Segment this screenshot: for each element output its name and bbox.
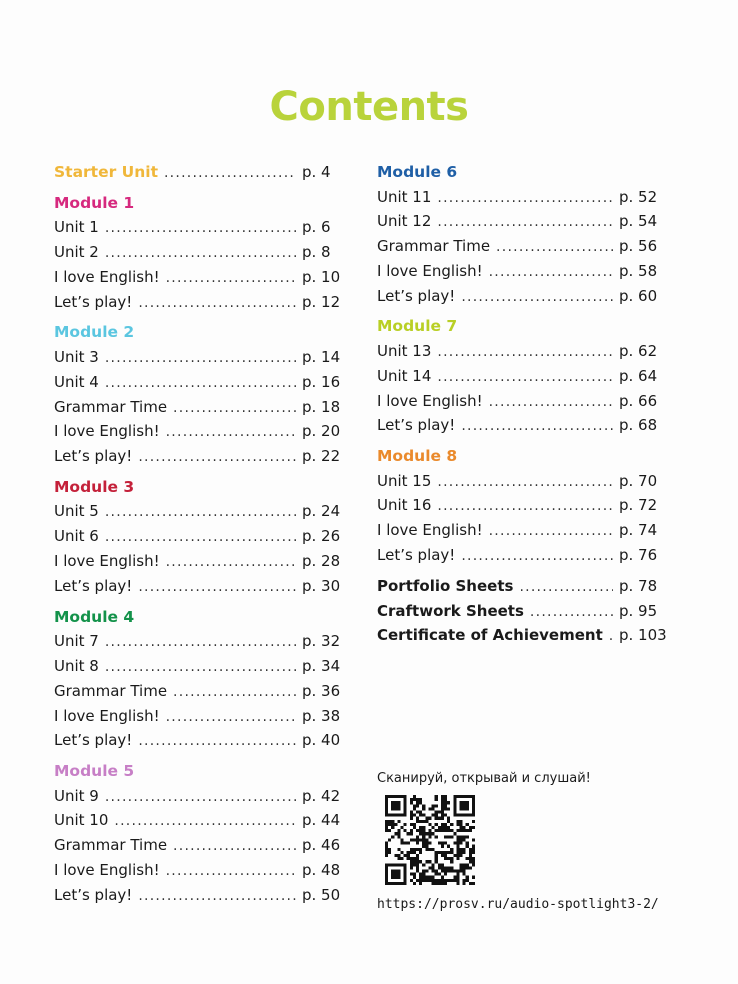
leader-dots xyxy=(138,575,296,600)
toc-entry-page: p. 16 xyxy=(302,372,341,391)
toc-entry-label: Unit 11 xyxy=(377,187,432,206)
toc-entry[interactable] xyxy=(377,259,673,284)
toc-entry-page: p. 74 xyxy=(619,521,658,540)
toc-entry[interactable] xyxy=(377,623,673,648)
leader-dots xyxy=(461,285,613,310)
module-title: Module 3 xyxy=(54,477,135,496)
toc-entry-label: Grammar Time xyxy=(54,836,168,855)
leader-dots xyxy=(437,210,613,235)
toc-entry-label: Portfolio Sheets xyxy=(377,576,514,595)
toc-entry-label: Unit 12 xyxy=(377,212,432,231)
toc-entry[interactable] xyxy=(54,654,344,679)
extras-list xyxy=(377,574,673,648)
leader-dots xyxy=(173,396,296,421)
leader-dots xyxy=(138,291,296,316)
toc-entry-page: p. 68 xyxy=(619,416,658,435)
toc-entry[interactable] xyxy=(377,364,673,389)
toc-entry[interactable] xyxy=(54,549,344,574)
leader-dots xyxy=(519,575,613,600)
toc-entry-page: p. 62 xyxy=(619,341,658,360)
leader-dots xyxy=(105,216,296,241)
toc-entry-page: p. 103 xyxy=(619,626,667,645)
toc-entry-label: Let’s play! xyxy=(54,292,133,311)
toc-entry-label: I love English! xyxy=(54,267,160,286)
toc-entry-label: I love English! xyxy=(54,422,160,441)
toc-entry-label: I love English! xyxy=(377,261,483,280)
toc-entry-label: I love English! xyxy=(54,861,160,880)
toc-entry-label: Unit 9 xyxy=(54,786,99,805)
toc-entry-page: p. 56 xyxy=(619,237,658,256)
leader-dots xyxy=(530,600,613,625)
toc-entry[interactable] xyxy=(377,339,673,364)
module-section xyxy=(54,605,344,753)
leader-dots xyxy=(166,420,296,445)
toc-entry[interactable] xyxy=(54,265,344,290)
toc-entry-label: Unit 15 xyxy=(377,471,432,490)
module-section xyxy=(377,444,673,568)
toc-entry-label: Let’s play! xyxy=(54,576,133,595)
toc-entry-page: p. 12 xyxy=(302,292,341,311)
toc-entry-page: p. 30 xyxy=(302,576,341,595)
leader-dots xyxy=(105,371,296,396)
toc-entry[interactable] xyxy=(377,389,673,414)
toc-entry[interactable] xyxy=(54,290,344,315)
toc-entry-page: p. 72 xyxy=(619,496,658,515)
toc-entry-label: Unit 6 xyxy=(54,527,99,546)
leader-dots xyxy=(496,235,613,260)
toc-entry[interactable] xyxy=(54,784,344,809)
module-title: Module 2 xyxy=(54,323,135,342)
leader-dots xyxy=(105,655,296,680)
toc-entry-page: p. 78 xyxy=(619,576,658,595)
toc-entry[interactable] xyxy=(377,234,673,259)
toc-entry-label: Starter Unit xyxy=(54,163,158,181)
toc-entry-page: p. 95 xyxy=(619,601,658,620)
module-section xyxy=(377,160,673,308)
module-section xyxy=(54,320,344,468)
toc-entry[interactable] xyxy=(377,185,673,210)
toc-entry-page: p. 40 xyxy=(302,731,341,750)
module-section xyxy=(54,191,344,315)
toc-entry-label: Unit 8 xyxy=(54,656,99,675)
leader-dots xyxy=(166,705,296,730)
leader-dots xyxy=(461,414,613,439)
module-section xyxy=(377,314,673,438)
toc-entry-label: Unit 14 xyxy=(377,366,432,385)
toc-entry[interactable] xyxy=(54,419,344,444)
toc-entry[interactable] xyxy=(54,345,344,370)
toc-entry[interactable] xyxy=(377,518,673,543)
toc-entry-page: p. 14 xyxy=(302,347,341,366)
leader-dots xyxy=(437,186,613,211)
toc-entry-page: p. 44 xyxy=(302,811,341,830)
toc-entry-label: Craftwork Sheets xyxy=(377,601,524,620)
toc-entry[interactable] xyxy=(377,599,673,624)
toc-entry[interactable] xyxy=(54,395,344,420)
toc-entry-label: Unit 4 xyxy=(54,372,99,391)
toc-entry[interactable] xyxy=(377,209,673,234)
toc-entry-label: Certificate of Achievement xyxy=(377,626,603,645)
leader-dots xyxy=(138,729,296,754)
toc-entry-label: Let’s play! xyxy=(377,546,456,565)
toc-entry[interactable] xyxy=(54,499,344,524)
leader-dots xyxy=(138,445,296,470)
toc-entry-page: p. 22 xyxy=(302,447,341,466)
toc-entry-label: Unit 1 xyxy=(54,218,99,237)
toc-entry[interactable] xyxy=(377,543,673,568)
toc-entry[interactable] xyxy=(377,493,673,518)
toc-entry[interactable] xyxy=(54,370,344,395)
toc-entry-page: p. 18 xyxy=(302,397,341,416)
toc-entry-page: p. 28 xyxy=(302,552,341,571)
toc-entry-label: Grammar Time xyxy=(54,397,168,416)
leader-dots xyxy=(461,544,613,569)
leader-dots xyxy=(489,519,613,544)
page-title: Contents xyxy=(269,84,469,130)
qr-caption: Сканируй, открывай и слушай! xyxy=(377,771,591,786)
leader-dots xyxy=(166,266,296,291)
toc-entry[interactable] xyxy=(54,215,344,240)
toc-entry-label: Unit 7 xyxy=(54,632,99,651)
toc-entry-page: p. 50 xyxy=(302,885,341,904)
module-title: Module 6 xyxy=(377,163,458,181)
toc-entry-page: p. 46 xyxy=(302,836,341,855)
toc-entry[interactable] xyxy=(54,629,344,654)
toc-entry-label: Let’s play! xyxy=(377,286,456,305)
audio-link[interactable]: https://prosv.ru/audio-spotlight3-2/ xyxy=(377,897,659,912)
leader-dots xyxy=(114,809,296,834)
toc-entry-page: p. 42 xyxy=(302,786,341,805)
toc-entry[interactable] xyxy=(54,240,344,265)
toc-entry-page: p. 4 xyxy=(302,163,331,181)
leader-dots xyxy=(437,340,613,365)
toc-entry-label: Grammar Time xyxy=(377,237,491,256)
toc-entry-page: p. 34 xyxy=(302,656,341,675)
toc-entry[interactable] xyxy=(377,574,673,599)
toc-entry-label: I love English! xyxy=(377,521,483,540)
contents-right-column xyxy=(377,160,673,648)
leader-dots xyxy=(105,500,296,525)
leader-dots xyxy=(173,680,296,705)
leader-dots xyxy=(437,365,613,390)
leader-dots xyxy=(489,260,613,285)
toc-entry-page: p. 70 xyxy=(619,471,658,490)
module-title: Module 5 xyxy=(54,762,135,781)
toc-entry-label: Unit 2 xyxy=(54,243,99,262)
qr-code[interactable] xyxy=(385,795,475,885)
module-title: Module 4 xyxy=(54,607,135,626)
leader-dots xyxy=(166,859,296,884)
toc-entry-page: p. 8 xyxy=(302,243,331,262)
toc-entry-page: p. 58 xyxy=(619,261,658,280)
module-title: Module 7 xyxy=(377,317,458,336)
toc-entry-page: p. 6 xyxy=(302,218,331,237)
toc-entry-page: p. 38 xyxy=(302,706,341,725)
toc-entry-page: p. 36 xyxy=(302,681,341,700)
leader-dots xyxy=(609,624,613,649)
toc-entry-page: p. 48 xyxy=(302,861,341,880)
module-section xyxy=(54,759,344,907)
leader-dots xyxy=(138,884,296,909)
right-modules xyxy=(377,160,673,568)
toc-entry-label: Unit 5 xyxy=(54,502,99,521)
toc-entry[interactable] xyxy=(54,808,344,833)
module-section xyxy=(54,475,344,599)
toc-entry[interactable] xyxy=(54,524,344,549)
toc-entry-page: p. 60 xyxy=(619,286,658,305)
toc-entry-page: p. 32 xyxy=(302,632,341,651)
leader-dots xyxy=(105,785,296,810)
module-title: Module 1 xyxy=(54,193,135,212)
toc-entry-label: Grammar Time xyxy=(54,681,168,700)
toc-entry-starter[interactable] xyxy=(54,160,344,185)
leader-dots xyxy=(173,834,296,859)
leader-dots xyxy=(105,346,296,371)
toc-entry-page: p. 26 xyxy=(302,527,341,546)
toc-entry[interactable] xyxy=(54,679,344,704)
toc-entry[interactable] xyxy=(54,704,344,729)
toc-entry-page: p. 64 xyxy=(619,366,658,385)
toc-entry[interactable] xyxy=(54,574,344,599)
toc-entry-page: p. 52 xyxy=(619,187,658,206)
leader-dots xyxy=(437,470,613,495)
leader-dots xyxy=(489,390,613,415)
toc-entry-label: I love English! xyxy=(377,391,483,410)
toc-entry-label: Unit 16 xyxy=(377,496,432,515)
toc-entry[interactable] xyxy=(54,444,344,469)
toc-entry-label: I love English! xyxy=(54,552,160,571)
left-modules xyxy=(54,191,344,908)
toc-entry[interactable] xyxy=(54,883,344,908)
leader-dots xyxy=(105,241,296,266)
toc-entry-label: Let’s play! xyxy=(377,416,456,435)
toc-entry-label: Let’s play! xyxy=(54,731,133,750)
leader-dots xyxy=(166,550,296,575)
toc-entry[interactable] xyxy=(377,284,673,309)
toc-entry[interactable] xyxy=(54,858,344,883)
toc-entry[interactable] xyxy=(54,833,344,858)
toc-entry-page: p. 20 xyxy=(302,422,341,441)
toc-entry-label: Unit 3 xyxy=(54,347,99,366)
toc-entry-page: p. 54 xyxy=(619,212,658,231)
toc-entry-label: Let’s play! xyxy=(54,447,133,466)
leader-dots xyxy=(164,161,296,186)
toc-entry-label: Let’s play! xyxy=(54,885,133,904)
leader-dots xyxy=(105,630,296,655)
toc-entry-label: Unit 10 xyxy=(54,811,109,830)
toc-entry[interactable] xyxy=(54,728,344,753)
toc-entry-page: p. 24 xyxy=(302,502,341,521)
toc-entry[interactable] xyxy=(377,413,673,438)
toc-entry-label: I love English! xyxy=(54,706,160,725)
leader-dots xyxy=(437,494,613,519)
toc-entry-label: Unit 13 xyxy=(377,341,432,360)
toc-entry-page: p. 10 xyxy=(302,267,341,286)
module-title: Module 8 xyxy=(377,447,458,466)
contents-left-column xyxy=(54,160,344,914)
toc-entry-page: p. 66 xyxy=(619,391,658,410)
toc-entry-page: p. 76 xyxy=(619,546,658,565)
toc-entry[interactable] xyxy=(377,469,673,494)
leader-dots xyxy=(105,525,296,550)
